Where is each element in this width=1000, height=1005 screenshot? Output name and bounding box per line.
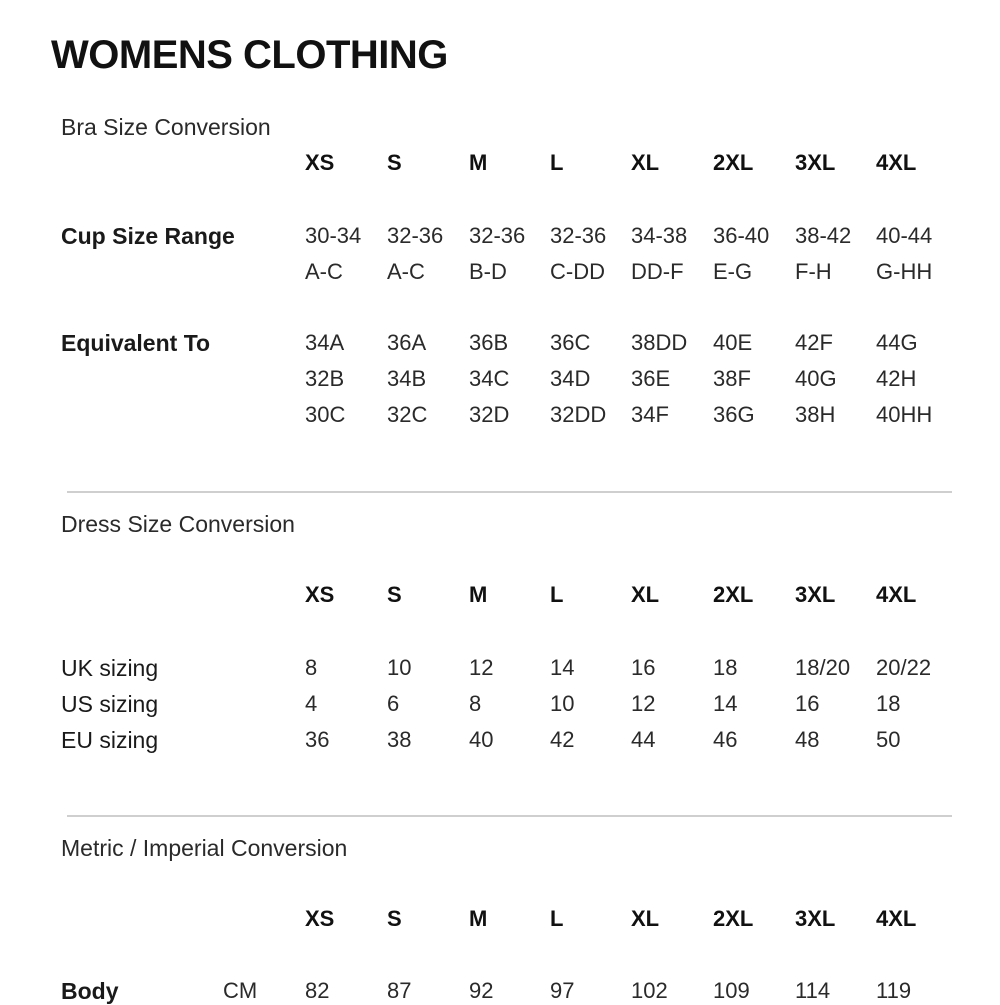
us-sizing-label: US sizing bbox=[61, 691, 159, 717]
body-cm-row-cell: 114 bbox=[795, 978, 831, 1003]
size-header-s: S bbox=[387, 150, 402, 175]
equivalent-row-2-cell: 40G bbox=[795, 366, 837, 391]
size-header-xl: XL bbox=[631, 906, 660, 931]
eu-sizing-row-cell: 44 bbox=[631, 727, 656, 752]
size-header-4xl: 4XL bbox=[876, 582, 917, 607]
equivalent-row-2-cell: 34D bbox=[550, 366, 591, 391]
size-header-l: L bbox=[550, 150, 564, 175]
cup-range-row-2-cell: C-DD bbox=[550, 259, 605, 284]
size-header-l: L bbox=[550, 906, 564, 931]
size-header-2xl: 2XL bbox=[713, 582, 754, 607]
equivalent-row-3-cell: 40HH bbox=[876, 402, 933, 427]
cup-range-row-2-cell: E-G bbox=[713, 259, 753, 284]
size-header-2xl: 2XL bbox=[713, 906, 754, 931]
eu-sizing-row-cell: 42 bbox=[550, 727, 575, 752]
size-header-m: M bbox=[469, 906, 488, 931]
eu-sizing-row-cell: 36 bbox=[305, 727, 330, 752]
equivalent-row-3-cell: 36G bbox=[713, 402, 755, 427]
size-header-m: M bbox=[469, 150, 488, 175]
cup-range-row-1-cell: 34-38 bbox=[631, 223, 688, 248]
equivalent-row-2-cell: 38F bbox=[713, 366, 751, 391]
eu-sizing-row-cell: 38 bbox=[387, 727, 412, 752]
bra-section-heading: Bra Size Conversion bbox=[61, 114, 271, 140]
equivalent-row-3-cell: 32D bbox=[469, 402, 510, 427]
size-header-xs: XS bbox=[305, 150, 335, 175]
uk-sizing-row-cell: 12 bbox=[469, 655, 494, 680]
body-cm-row-cell: 97 bbox=[550, 978, 575, 1003]
cup-range-row-2-cell: G-HH bbox=[876, 259, 933, 284]
cup-range-row-2-cell: B-D bbox=[469, 259, 507, 284]
size-header-3xl: 3XL bbox=[795, 150, 836, 175]
cup-size-range-label: Cup Size Range bbox=[61, 223, 235, 249]
uk-sizing-row-cell: 14 bbox=[550, 655, 575, 680]
size-header-s: S bbox=[387, 906, 402, 931]
uk-sizing-row-cell: 8 bbox=[305, 655, 318, 680]
equivalent-row-1-cell: 42F bbox=[795, 330, 833, 355]
us-sizing-row-cell: 18 bbox=[876, 691, 901, 716]
uk-sizing-row-cell: 18/20 bbox=[795, 655, 851, 680]
equivalent-row-3-cell: 32DD bbox=[550, 402, 607, 427]
size-header-xs: XS bbox=[305, 582, 335, 607]
us-sizing-row-cell: 12 bbox=[631, 691, 656, 716]
equivalent-row-3-cell: 30C bbox=[305, 402, 346, 427]
cup-range-row-1-cell: 32-36 bbox=[469, 223, 526, 248]
eu-sizing-row-cell: 40 bbox=[469, 727, 494, 752]
equivalent-row-1-cell: 40E bbox=[713, 330, 753, 355]
us-sizing-row-cell: 16 bbox=[795, 691, 820, 716]
divider bbox=[67, 815, 952, 817]
equivalent-row-2-cell: 32B bbox=[305, 366, 345, 391]
cup-range-row-1-cell: 40-44 bbox=[876, 223, 933, 248]
uk-sizing-row-cell: 18 bbox=[713, 655, 738, 680]
us-sizing-row-cell: 6 bbox=[387, 691, 400, 716]
page-title: WOMENS CLOTHING bbox=[51, 33, 448, 77]
body-label: Body bbox=[61, 978, 119, 1004]
size-header-4xl: 4XL bbox=[876, 906, 917, 931]
cup-range-row-1-cell: 32-36 bbox=[550, 223, 607, 248]
equivalent-row-3-cell: 32C bbox=[387, 402, 428, 427]
body-unit-label: CM bbox=[223, 978, 258, 1003]
cup-range-row-2-cell: A-C bbox=[305, 259, 343, 284]
equivalent-row-2-cell: 42H bbox=[876, 366, 917, 391]
equivalent-row-1-cell: 34A bbox=[305, 330, 345, 355]
body-cm-row-cell: 87 bbox=[387, 978, 412, 1003]
cup-range-row-2-cell: A-C bbox=[387, 259, 425, 284]
equivalent-row-1-cell: 44G bbox=[876, 330, 918, 355]
cup-range-row-1-cell: 36-40 bbox=[713, 223, 770, 248]
divider bbox=[67, 491, 952, 493]
eu-sizing-row-cell: 50 bbox=[876, 727, 901, 752]
size-header-xl: XL bbox=[631, 582, 660, 607]
body-cm-row-cell: 102 bbox=[631, 978, 668, 1003]
size-header-xl: XL bbox=[631, 150, 660, 175]
eu-sizing-row-cell: 46 bbox=[713, 727, 738, 752]
eu-sizing-label: EU sizing bbox=[61, 727, 159, 753]
size-header-2xl: 2XL bbox=[713, 150, 754, 175]
cup-range-row-1-cell: 30-34 bbox=[305, 223, 362, 248]
uk-sizing-row-cell: 16 bbox=[631, 655, 656, 680]
equivalent-row-1-cell: 36A bbox=[387, 330, 427, 355]
uk-sizing-label: UK sizing bbox=[61, 655, 159, 681]
cup-range-row-1-cell: 38-42 bbox=[795, 223, 852, 248]
equivalent-row-1-cell: 36C bbox=[550, 330, 591, 355]
size-header-s: S bbox=[387, 582, 402, 607]
equivalent-row-2-cell: 34B bbox=[387, 366, 427, 391]
cup-range-row-2-cell: DD-F bbox=[631, 259, 684, 284]
equivalent-row-2-cell: 34C bbox=[469, 366, 510, 391]
size-header-xs: XS bbox=[305, 906, 335, 931]
size-header-l: L bbox=[550, 582, 564, 607]
uk-sizing-row-cell: 10 bbox=[387, 655, 412, 680]
size-header-4xl: 4XL bbox=[876, 150, 917, 175]
equivalent-row-2-cell: 36E bbox=[631, 366, 671, 391]
size-header-3xl: 3XL bbox=[795, 906, 836, 931]
equivalent-row-3-cell: 38H bbox=[795, 402, 836, 427]
body-cm-row-cell: 119 bbox=[876, 978, 912, 1003]
equivalent-to-label: Equivalent To bbox=[61, 330, 211, 356]
metric-section-heading: Metric / Imperial Conversion bbox=[61, 835, 348, 861]
cup-range-row-2-cell: F-H bbox=[795, 259, 832, 284]
equivalent-row-1-cell: 36B bbox=[469, 330, 509, 355]
equivalent-row-3-cell: 34F bbox=[631, 402, 669, 427]
uk-sizing-row-cell: 20/22 bbox=[876, 655, 932, 680]
dress-section-heading: Dress Size Conversion bbox=[61, 511, 295, 537]
cup-range-row-1-cell: 32-36 bbox=[387, 223, 444, 248]
us-sizing-row-cell: 14 bbox=[713, 691, 738, 716]
body-cm-row-cell: 109 bbox=[713, 978, 750, 1003]
size-header-3xl: 3XL bbox=[795, 582, 836, 607]
equivalent-row-1-cell: 38DD bbox=[631, 330, 688, 355]
us-sizing-row-cell: 4 bbox=[305, 691, 318, 716]
eu-sizing-row-cell: 48 bbox=[795, 727, 820, 752]
us-sizing-row-cell: 10 bbox=[550, 691, 575, 716]
body-cm-row-cell: 82 bbox=[305, 978, 330, 1003]
size-header-m: M bbox=[469, 582, 488, 607]
us-sizing-row-cell: 8 bbox=[469, 691, 482, 716]
body-cm-row-cell: 92 bbox=[469, 978, 494, 1003]
